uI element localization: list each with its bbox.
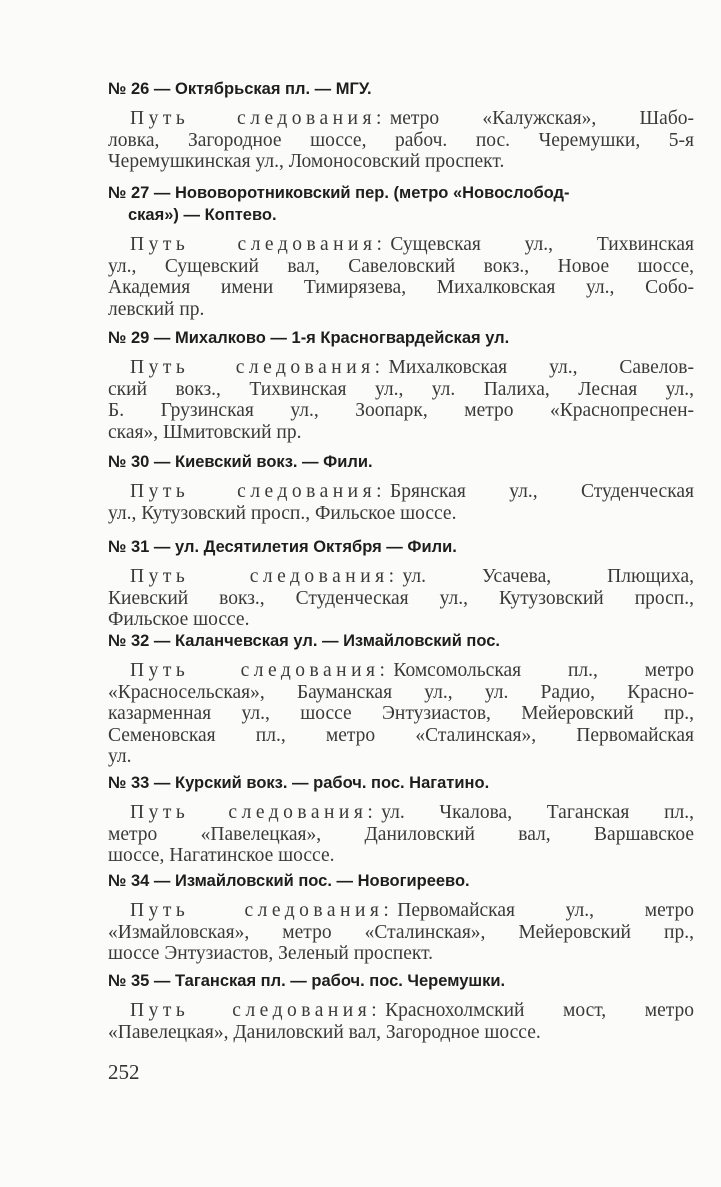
route-entry [108, 78, 694, 173]
text-line [108, 379, 694, 401]
route-description [108, 802, 694, 867]
route-entry [108, 451, 694, 524]
route-label: Путь следования: [130, 108, 386, 129]
route-text: Первомайская ул., метро [397, 900, 694, 921]
route-label: Путь следования: [130, 481, 386, 502]
route-entry [108, 536, 694, 631]
route-entry [108, 630, 694, 768]
route-text: ский вокз., Тихвинская ул., ул. Палиха, Лесная ул., [108, 378, 694, 400]
route-label: Путь следования: [130, 660, 390, 681]
route-label: Путь следования: [130, 802, 378, 823]
text-line [108, 234, 694, 256]
route-description [108, 660, 694, 768]
route-text: метро «Калужская», Шабо- [389, 108, 694, 129]
text-line [108, 922, 694, 944]
route-heading: № 34 — Измайловский пос. — Новогиреево. [108, 872, 470, 890]
route-text: шоссе, Нагатинское шоссе. [108, 845, 335, 866]
route-description [108, 357, 694, 443]
text-line [108, 824, 694, 846]
text-line [108, 130, 694, 152]
text-line [108, 503, 694, 525]
route-text: ул. Чкалова, Таганская пл., [381, 802, 694, 823]
route-text: ловка, Загородное шоссе, рабоч. пос. Черемушки, 5-я [108, 129, 694, 151]
text-line [108, 566, 694, 588]
route-description [108, 1000, 694, 1043]
text-line [108, 746, 694, 768]
route-entry [108, 182, 694, 320]
route-description [108, 900, 694, 965]
text-line [108, 1000, 694, 1022]
route-label: Путь следования: [130, 566, 399, 587]
route-heading: ская») — Коптево. [128, 206, 277, 224]
route-label: Путь следования: [130, 1000, 382, 1021]
route-text: Академия имени Тимирязева, Михалковская ул., Собо- [108, 277, 694, 298]
route-label: Путь следования: [130, 234, 387, 255]
route-text: Брянская ул., Студенческая [390, 481, 694, 502]
route-heading: № 35 — Таганская пл. — рабоч. пос. Черемушки. [108, 972, 506, 990]
route-heading: № 32 — Каланчевская ул. — Измайловский пос. [108, 632, 501, 650]
route-text: ул. Усачева, Плющиха, [402, 566, 694, 587]
route-text: Черемушкинская ул., Ломоносовский проспект. [108, 151, 505, 172]
route-heading: № 27 — Нововоротниковский пер. (метро «Новослобод- [108, 184, 570, 202]
route-description [108, 566, 694, 631]
text-line [108, 943, 694, 965]
route-text: Семеновская пл., метро «Сталинская», Первомайская [108, 724, 694, 746]
text-line [108, 703, 694, 725]
text-line [108, 802, 694, 824]
text-line [108, 299, 694, 321]
text-line [108, 277, 694, 299]
text-line [108, 682, 694, 704]
route-text: ул. [108, 746, 132, 767]
text-line [108, 400, 694, 422]
route-label: Путь следования: [130, 900, 394, 921]
route-text: Сущевская ул., Тихвинская [390, 234, 694, 255]
text-line [108, 900, 694, 922]
text-line [108, 422, 694, 444]
route-text: Михалковская ул., Савелов- [388, 357, 694, 378]
route-text: левский пр. [108, 298, 205, 320]
text-line [108, 609, 694, 631]
route-text: «Измайловская», метро «Сталинская», Мейеровский пр., [108, 921, 694, 943]
route-text: казарменная ул., шоссе Энтузиастов, Мейеровский пр., [108, 703, 694, 724]
route-text: Фильское шоссе. [108, 609, 250, 630]
route-description [108, 108, 694, 173]
route-description [108, 234, 694, 320]
route-text: «Красносельская», Бауманская ул., ул. Радио, Красно- [108, 681, 694, 703]
route-text: «Павелецкая», Даниловский вал, Загородное шоссе. [108, 1021, 541, 1043]
text-line [108, 108, 694, 130]
route-text: ул., Кутузовский просп., Фильское шоссе. [108, 502, 457, 524]
text-line [108, 151, 694, 173]
text-line [108, 357, 694, 379]
route-heading: № 31 — ул. Десятилетия Октября — Фили. [108, 538, 457, 556]
route-heading: № 29 — Михалково — 1-я Красногвардейская ул. [108, 329, 510, 347]
route-description [108, 481, 694, 524]
route-entry [108, 772, 694, 867]
route-text: ул., Сущевский вал, Савеловский вокз., Новое шоссе, [108, 255, 694, 277]
route-entry [108, 327, 694, 443]
page-number: 252 [108, 1060, 140, 1084]
text-line [108, 588, 694, 610]
route-label: Путь следования: [130, 357, 385, 378]
route-text: ская», Шмитовский пр. [108, 421, 302, 443]
text-line [108, 1022, 694, 1044]
route-text: метро «Павелецкая», Даниловский вал, Варшавское [108, 823, 694, 845]
route-entry [108, 870, 694, 965]
route-text: Киевский вокз., Студенческая ул., Кутузовский просп., [108, 587, 694, 609]
route-heading: № 30 — Киевский вокз. — Фили. [108, 453, 373, 471]
route-text: Комсомольская пл., метро [393, 660, 694, 681]
text-line [108, 660, 694, 682]
route-text: Б. Грузинская ул., Зоопарк, метро «Краснопреснен- [108, 400, 694, 421]
route-heading: № 26 — Октябрьская пл. — МГУ. [108, 80, 372, 98]
route-text: Краснохолмский мост, метро [385, 1000, 694, 1021]
text-line [108, 845, 694, 867]
route-entry [108, 970, 694, 1043]
text-line [108, 725, 694, 747]
text-line [108, 481, 694, 503]
text-line [108, 256, 694, 278]
route-heading: № 33 — Курский вокз. — рабоч. пос. Нагатино. [108, 774, 490, 792]
route-text: шоссе Энтузиастов, Зеленый проспект. [108, 943, 434, 964]
